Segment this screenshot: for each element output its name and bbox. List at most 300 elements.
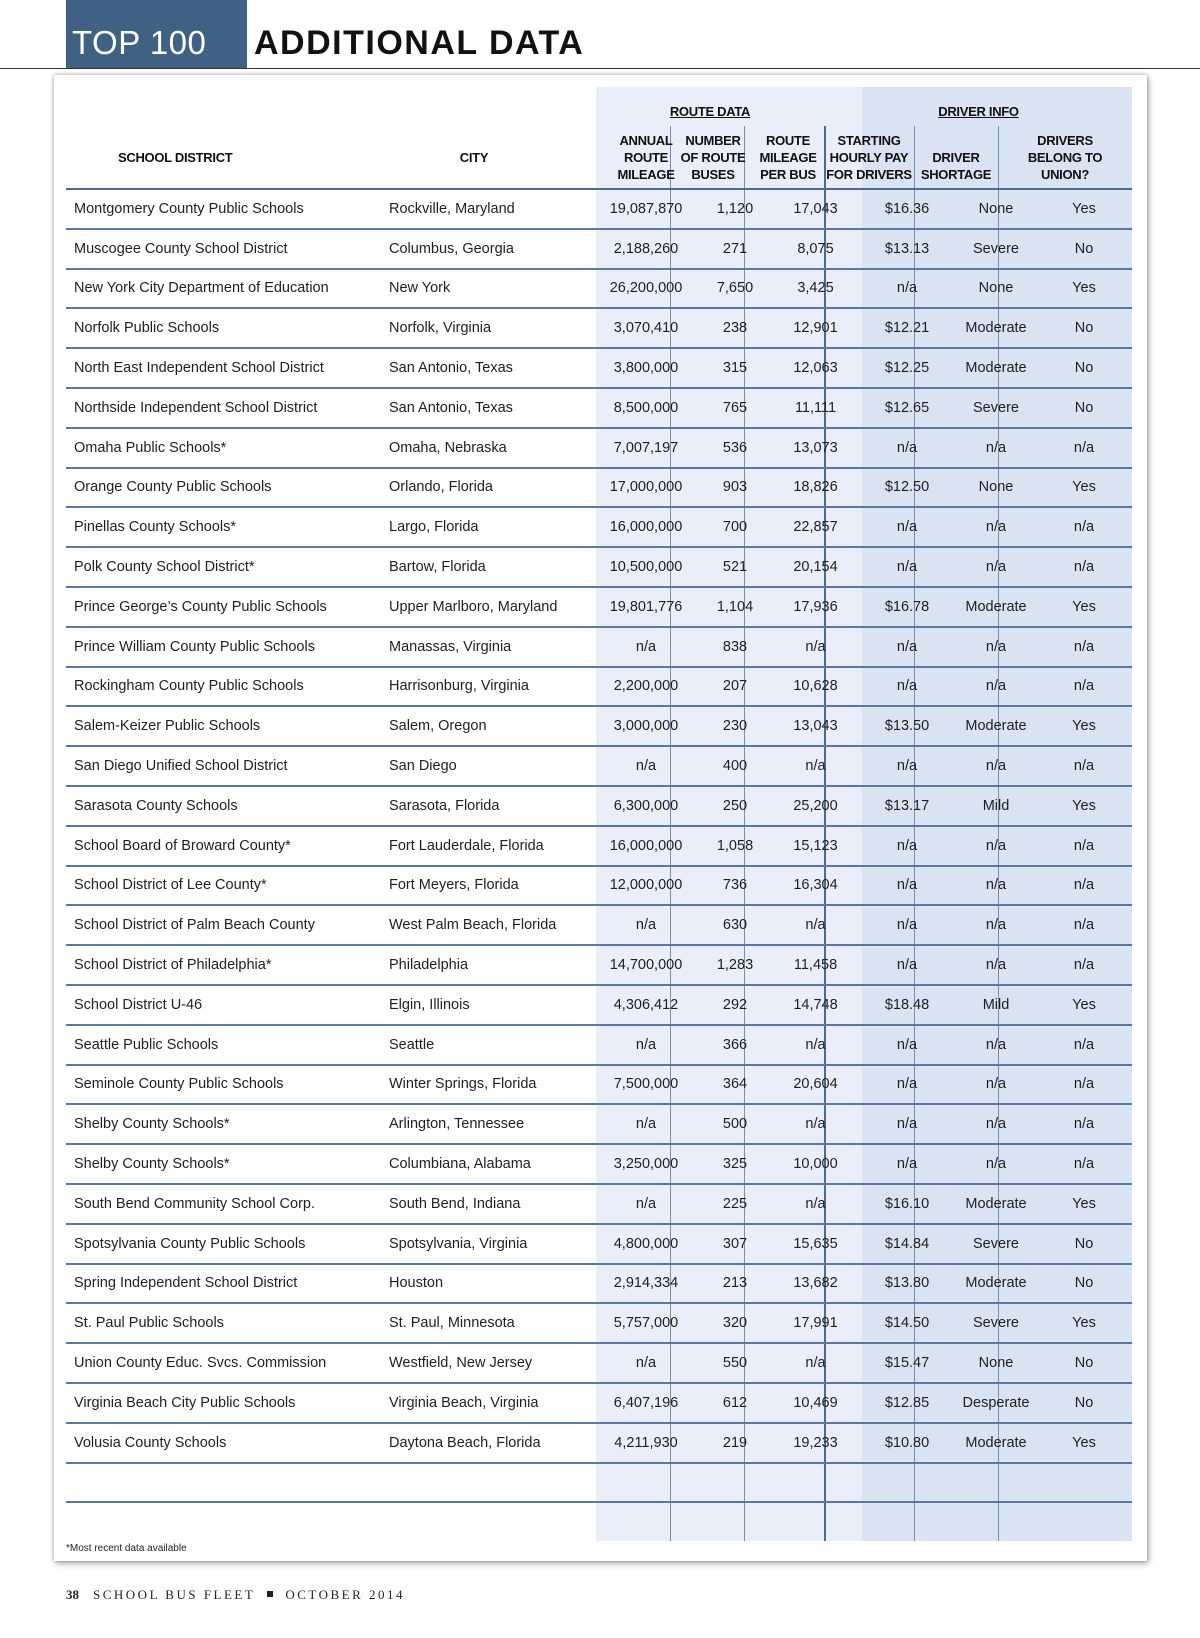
annual-mileage: 3,250,000: [613, 1156, 679, 1173]
annual-mileage: 2,200,000: [613, 678, 679, 695]
mileage-per-bus: 10,628: [793, 678, 838, 695]
annual-mileage: 6,300,000: [613, 797, 679, 814]
driver-shortage: n/a: [985, 559, 1007, 576]
union-status: n/a: [1073, 917, 1095, 934]
district-name: Union County Educ. Svcs. Commission: [74, 1355, 327, 1371]
driver-shortage: n/a: [985, 638, 1007, 655]
table-row: [66, 469, 1132, 509]
city-name: Daytona Beach, Florida: [389, 1434, 541, 1451]
union-status: No: [1074, 360, 1094, 377]
footnote: *Most recent data available: [66, 1543, 187, 1554]
driver-shortage: n/a: [985, 519, 1007, 536]
union-status: n/a: [1073, 638, 1095, 655]
district-name: Volusia County Schools: [74, 1434, 227, 1451]
route-buses: 207: [722, 678, 748, 695]
header-line: BELONG TO: [1027, 150, 1103, 165]
header-line: MILEAGE: [759, 150, 817, 165]
district-name: San Diego Unified School District: [74, 758, 288, 775]
route-buses: 225: [722, 1195, 748, 1212]
hourly-pay: $15.47: [884, 1355, 930, 1371]
route-buses: 838: [722, 638, 748, 655]
hourly-pay: n/a: [896, 917, 918, 934]
union-status: n/a: [1073, 1116, 1095, 1133]
hourly-pay: $13.80: [884, 1275, 930, 1292]
route-buses: 500: [722, 1116, 748, 1133]
table-row: [66, 1265, 1132, 1305]
route-buses: 521: [722, 559, 748, 576]
mileage-per-bus: 10,000: [793, 1156, 838, 1173]
table-row: [66, 309, 1132, 349]
annual-mileage: n/a: [635, 1355, 657, 1371]
header-line: OF ROUTE: [680, 150, 746, 165]
mileage-per-bus: 20,154: [793, 559, 838, 576]
mileage-per-bus: n/a: [805, 1355, 826, 1371]
hourly-pay: $16.78: [884, 598, 930, 615]
city-name: Bartow, Florida: [389, 559, 486, 576]
driver-shortage: Severe: [973, 1235, 1019, 1252]
driver-shortage: n/a: [985, 1076, 1007, 1093]
district-name: Spotsylvania County Public Schools: [74, 1235, 306, 1252]
header-line: SHORTAGE: [920, 167, 992, 182]
column-header-mileage-per-bus: [744, 129, 832, 183]
mileage-per-bus: n/a: [805, 1116, 826, 1133]
district-name: Virginia Beach City Public Schools: [74, 1394, 296, 1411]
union-status: No: [1074, 1355, 1094, 1371]
union-status: Yes: [1072, 1195, 1096, 1212]
hourly-pay: n/a: [896, 280, 918, 297]
hourly-pay: n/a: [896, 678, 918, 695]
mileage-per-bus: n/a: [805, 638, 826, 655]
route-buses: 400: [722, 758, 748, 775]
driver-shortage: n/a: [985, 1036, 1007, 1053]
header-line: FOR DRIVERS: [826, 167, 912, 182]
district-name: Shelby County Schools*: [74, 1156, 230, 1173]
mileage-per-bus: 11,111: [794, 399, 837, 416]
route-buses: 238: [722, 320, 748, 337]
route-buses: 1,058: [716, 837, 754, 854]
mileage-per-bus: 17,043: [793, 200, 838, 217]
hourly-pay: n/a: [896, 877, 918, 894]
table-row: [66, 349, 1132, 389]
city-name: Philadelphia: [389, 957, 469, 974]
annual-mileage: 12,000,000: [609, 877, 683, 894]
annual-mileage: n/a: [635, 917, 657, 934]
annual-mileage: 4,800,000: [613, 1235, 679, 1252]
title-rule: [0, 68, 1200, 69]
table-row: [66, 1145, 1132, 1185]
annual-mileage: n/a: [635, 758, 657, 775]
table-row: [66, 1384, 1132, 1424]
group-label-route-data: ROUTE DATA: [669, 104, 751, 119]
union-status: n/a: [1073, 957, 1095, 974]
district-name: Sarasota County Schools: [74, 797, 238, 814]
route-buses: 230: [722, 718, 748, 735]
hourly-pay: n/a: [896, 957, 918, 974]
route-buses: 320: [722, 1315, 748, 1332]
header-line: PER BUS: [760, 167, 816, 182]
mileage-per-bus: 13,073: [793, 439, 838, 456]
driver-shortage: None: [978, 280, 1014, 297]
table-row: [66, 986, 1132, 1026]
city-name: Fort Meyers, Florida: [389, 877, 519, 894]
mileage-per-bus: 17,991: [793, 1315, 838, 1332]
union-status: n/a: [1073, 519, 1095, 536]
city-name: Virginia Beach, Virginia: [389, 1394, 539, 1411]
driver-shortage: n/a: [985, 1116, 1007, 1133]
table-row: [66, 668, 1132, 708]
city-name: San Diego: [389, 758, 457, 775]
driver-shortage: n/a: [985, 1156, 1007, 1173]
table-row: [66, 1026, 1132, 1066]
city-name: Columbus, Georgia: [389, 240, 514, 257]
table-row: [66, 867, 1132, 907]
hourly-pay: $16.10: [884, 1195, 930, 1212]
hourly-pay: $12.85: [884, 1394, 930, 1411]
union-status: No: [1074, 1394, 1094, 1411]
page-number: 38: [66, 1587, 79, 1602]
driver-shortage: None: [978, 1355, 1014, 1371]
driver-shortage: Moderate: [965, 718, 1027, 735]
hourly-pay: $13.17: [884, 797, 930, 814]
hourly-pay: n/a: [896, 1116, 918, 1133]
mileage-per-bus: n/a: [805, 1036, 826, 1053]
driver-shortage: Severe: [973, 240, 1019, 257]
table-row: [66, 827, 1132, 867]
column-header-union: [998, 129, 1132, 183]
city-name: Seattle: [389, 1036, 435, 1053]
route-buses: 364: [722, 1076, 748, 1093]
mileage-per-bus: 13,043: [793, 718, 838, 735]
district-name: Pinellas County Schools*: [74, 519, 237, 536]
annual-mileage: 14,700,000: [609, 957, 683, 974]
mileage-per-bus: 12,901: [793, 320, 838, 337]
union-status: Yes: [1072, 996, 1096, 1013]
district-name: Orange County Public Schools: [74, 479, 272, 496]
column-header-district-text: SCHOOL DISTRICT: [118, 150, 233, 165]
route-buses: 1,120: [716, 200, 754, 217]
hourly-pay: $10.80: [884, 1434, 930, 1451]
route-buses: 736: [722, 877, 748, 894]
annual-mileage: 6,407,196: [613, 1394, 679, 1411]
driver-shortage: Mild: [982, 797, 1010, 814]
table-row: [66, 946, 1132, 986]
page-header: [0, 0, 1200, 70]
city-name: New York: [389, 280, 451, 297]
annual-mileage: n/a: [635, 1116, 657, 1133]
city-name: Winter Springs, Florida: [389, 1076, 537, 1093]
district-name: Salem-Keizer Public Schools: [74, 718, 261, 735]
city-name: St. Paul, Minnesota: [389, 1315, 515, 1332]
mileage-per-bus: 15,635: [793, 1235, 838, 1252]
annual-mileage: 2,914,334: [613, 1275, 679, 1292]
city-name: Elgin, Illinois: [389, 996, 470, 1013]
city-name: Salem, Oregon: [389, 718, 487, 735]
union-status: Yes: [1072, 1434, 1096, 1451]
district-name: School Board of Broward County*: [74, 837, 291, 854]
hourly-pay: n/a: [896, 559, 918, 576]
city-name: Columbiana, Alabama: [389, 1156, 531, 1173]
table-row: [66, 1185, 1132, 1225]
mileage-per-bus: 3,425: [797, 280, 834, 297]
city-name: Fort Lauderdale, Florida: [389, 837, 544, 854]
driver-shortage: Moderate: [965, 360, 1027, 377]
header-line: STARTING: [837, 133, 901, 148]
district-name: Prince William County Public Schools: [74, 638, 315, 655]
city-name: Largo, Florida: [389, 519, 479, 536]
route-buses: 550: [722, 1355, 748, 1371]
district-name: School District of Palm Beach County: [74, 917, 315, 934]
annual-mileage: 10,500,000: [609, 559, 683, 576]
mileage-per-bus: 20,604: [793, 1076, 838, 1093]
page-footer: [66, 1587, 405, 1603]
mileage-per-bus: 17,936: [793, 598, 838, 615]
mileage-per-bus: 11,458: [793, 957, 838, 974]
mileage-per-bus: 10,469: [793, 1394, 838, 1411]
city-name: Arlington, Tennessee: [389, 1116, 525, 1133]
table-row: [66, 1424, 1132, 1464]
city-name: Spotsylvania, Virginia: [389, 1235, 528, 1252]
district-name: Montgomery County Public Schools: [74, 200, 304, 217]
hourly-pay: n/a: [896, 1076, 918, 1093]
district-name: School District U-46: [74, 996, 203, 1013]
column-header-district: [118, 129, 318, 183]
driver-shortage: Severe: [973, 1315, 1019, 1332]
annual-mileage: n/a: [635, 1195, 657, 1212]
district-name: Shelby County Schools*: [74, 1116, 230, 1133]
table-body: [66, 190, 1132, 1503]
driver-shortage: Desperate: [962, 1394, 1030, 1411]
table-row: [66, 906, 1132, 946]
city-name: South Bend, Indiana: [389, 1195, 521, 1212]
district-name: South Bend Community School Corp.: [74, 1195, 315, 1212]
mileage-per-bus: 16,304: [793, 877, 838, 894]
district-name: Polk County School District*: [74, 559, 255, 576]
mileage-per-bus: n/a: [805, 758, 826, 775]
route-buses: 1,104: [716, 598, 754, 615]
annual-mileage: n/a: [635, 1036, 657, 1053]
mileage-per-bus: 15,123: [793, 837, 838, 854]
table-row: [66, 787, 1132, 827]
mileage-per-bus: 12,063: [793, 360, 838, 377]
mileage-per-bus: 19,233: [793, 1434, 838, 1451]
route-buses: 325: [722, 1156, 748, 1173]
hourly-pay: $12.25: [884, 360, 930, 377]
annual-mileage: 4,211,930: [614, 1434, 678, 1451]
union-status: n/a: [1073, 439, 1095, 456]
city-name: Norfolk, Virginia: [389, 320, 492, 337]
header-line: DRIVERS: [1037, 133, 1093, 148]
route-buses: 765: [722, 399, 748, 416]
annual-mileage: 3,070,410: [613, 320, 679, 337]
header-line: UNION?: [1040, 167, 1090, 182]
district-name: Seattle Public Schools: [74, 1036, 219, 1053]
driver-shortage: n/a: [985, 678, 1007, 695]
district-name: Seminole County Public Schools: [74, 1076, 284, 1093]
union-status: Yes: [1072, 598, 1096, 615]
district-name: Norfolk Public Schools: [74, 320, 220, 337]
driver-shortage: None: [978, 200, 1014, 217]
hourly-pay: n/a: [896, 519, 918, 536]
route-buses: 250: [722, 797, 748, 814]
header-line: BUSES: [691, 167, 735, 182]
table-row: [66, 389, 1132, 429]
table-row: [66, 1304, 1132, 1344]
district-name: Prince George’s County Public Schools: [74, 598, 327, 615]
header-line: MILEAGE: [617, 167, 675, 182]
hourly-pay: $12.21: [884, 320, 930, 337]
city-name: Omaha, Nebraska: [389, 439, 507, 456]
route-buses: 292: [722, 996, 748, 1013]
driver-shortage: n/a: [985, 877, 1007, 894]
annual-mileage: 3,000,000: [613, 718, 679, 735]
city-name: Harrisonburg, Virginia: [389, 678, 529, 695]
hourly-pay: $18.48: [884, 996, 930, 1013]
district-name: Rockingham County Public Schools: [74, 678, 304, 695]
table-row: [66, 628, 1132, 668]
header-line: HOURLY PAY: [829, 150, 909, 165]
driver-shortage: Severe: [973, 399, 1019, 416]
table-row: [66, 1066, 1132, 1106]
table-row: [66, 190, 1132, 230]
union-status: n/a: [1073, 678, 1095, 695]
route-buses: 700: [722, 519, 748, 536]
page-title: ADDITIONAL DATA: [254, 24, 585, 62]
driver-shortage: n/a: [985, 917, 1007, 934]
table-row: [66, 230, 1132, 270]
city-name: Manassas, Virginia: [389, 638, 512, 655]
district-name: Muscogee County School District: [74, 240, 288, 257]
annual-mileage: 3,800,000: [613, 360, 679, 377]
annual-mileage: 4,306,412: [613, 996, 679, 1013]
annual-mileage: 16,000,000: [609, 519, 683, 536]
union-status: n/a: [1073, 758, 1095, 775]
mileage-per-bus: 25,200: [793, 797, 838, 814]
annual-mileage: 8,500,000: [613, 399, 679, 416]
annual-mileage: 2,188,260: [613, 240, 679, 257]
union-status: n/a: [1073, 1036, 1095, 1053]
annual-mileage: 19,087,870: [609, 200, 683, 217]
hourly-pay: $12.50: [884, 479, 930, 496]
table-row: [66, 707, 1132, 747]
union-status: Yes: [1072, 1315, 1096, 1332]
mileage-per-bus: 22,857: [793, 519, 838, 536]
district-name: North East Independent School District: [74, 360, 324, 377]
union-status: Yes: [1072, 797, 1096, 814]
annual-mileage: n/a: [635, 638, 657, 655]
header-line: DRIVER: [932, 150, 980, 165]
mileage-per-bus: n/a: [805, 917, 826, 934]
route-buses: 630: [722, 917, 748, 934]
city-name: Sarasota, Florida: [389, 797, 500, 814]
route-buses: 219: [722, 1434, 748, 1451]
union-status: Yes: [1072, 280, 1096, 297]
route-buses: 612: [722, 1394, 748, 1411]
union-status: n/a: [1073, 877, 1095, 894]
square-bullet-icon: [267, 1591, 273, 1597]
issue-date: OCTOBER 2014: [285, 1587, 405, 1602]
annual-mileage: 7,500,000: [613, 1076, 679, 1093]
union-status: No: [1074, 1235, 1094, 1252]
city-name: Upper Marlboro, Maryland: [389, 598, 558, 615]
column-header-city: [389, 129, 559, 183]
union-status: No: [1074, 240, 1094, 257]
route-buses: 213: [722, 1275, 748, 1292]
driver-shortage: n/a: [985, 837, 1007, 854]
column-header-city-text: CITY: [459, 150, 489, 165]
annual-mileage: 5,757,000: [613, 1315, 679, 1332]
driver-shortage: n/a: [985, 758, 1007, 775]
union-status: No: [1074, 320, 1094, 337]
driver-shortage: Moderate: [965, 1275, 1027, 1292]
city-name: Westfield, New Jersey: [389, 1355, 533, 1371]
hourly-pay: n/a: [896, 638, 918, 655]
hourly-pay: n/a: [896, 837, 918, 854]
union-status: Yes: [1072, 200, 1096, 217]
column-header-hourly-pay: [824, 129, 914, 183]
city-name: Orlando, Florida: [389, 479, 493, 496]
route-buses: 307: [722, 1235, 748, 1252]
route-buses: 366: [722, 1036, 748, 1053]
table-row: [66, 270, 1132, 310]
publication-name: SCHOOL BUS FLEET: [93, 1587, 256, 1602]
driver-shortage: n/a: [985, 439, 1007, 456]
driver-shortage: Moderate: [965, 598, 1027, 615]
driver-shortage: Mild: [982, 996, 1010, 1013]
district-name: Omaha Public Schools*: [74, 439, 227, 456]
route-buses: 903: [722, 479, 748, 496]
header-line: ROUTE: [623, 150, 668, 165]
mileage-per-bus: 18,826: [793, 479, 838, 496]
mileage-per-bus: 8,075: [797, 240, 834, 257]
district-name: Northside Independent School District: [74, 399, 318, 416]
route-buses: 7,650: [716, 280, 754, 297]
route-buses: 271: [722, 240, 748, 257]
district-name: St. Paul Public Schools: [74, 1315, 224, 1332]
driver-shortage: Moderate: [965, 1434, 1027, 1451]
district-name: New York City Department of Education: [74, 280, 329, 297]
route-buses: 1,283: [716, 957, 754, 974]
city-name: West Palm Beach, Florida: [389, 917, 557, 934]
union-status: n/a: [1073, 1156, 1095, 1173]
header-line: NUMBER: [685, 133, 741, 148]
table-row: [66, 508, 1132, 548]
table-row: [66, 1344, 1132, 1384]
hourly-pay: $16.36: [884, 200, 930, 217]
table-row: [66, 1225, 1132, 1265]
hourly-pay: n/a: [896, 439, 918, 456]
hourly-pay: $13.50: [884, 718, 930, 735]
table-row-empty: [66, 1464, 1132, 1504]
union-status: n/a: [1073, 1076, 1095, 1093]
hourly-pay: n/a: [896, 1036, 918, 1053]
driver-shortage: None: [978, 479, 1014, 496]
union-status: No: [1074, 1275, 1094, 1292]
annual-mileage: 26,200,000: [609, 280, 683, 297]
hourly-pay: n/a: [896, 1156, 918, 1173]
annual-mileage: 17,000,000: [609, 479, 683, 496]
hourly-pay: $14.84: [884, 1235, 930, 1252]
mileage-per-bus: 14,748: [793, 996, 838, 1013]
mileage-per-bus: n/a: [805, 1195, 826, 1212]
hourly-pay: $12.65: [884, 399, 930, 416]
header-line: ROUTE: [765, 133, 810, 148]
mileage-per-bus: 13,682: [793, 1275, 838, 1292]
driver-shortage: Moderate: [965, 1195, 1027, 1212]
district-name: School District of Lee County*: [74, 877, 267, 894]
table-row: [66, 548, 1132, 588]
city-name: Houston: [389, 1275, 444, 1292]
driver-shortage: Moderate: [965, 320, 1027, 337]
